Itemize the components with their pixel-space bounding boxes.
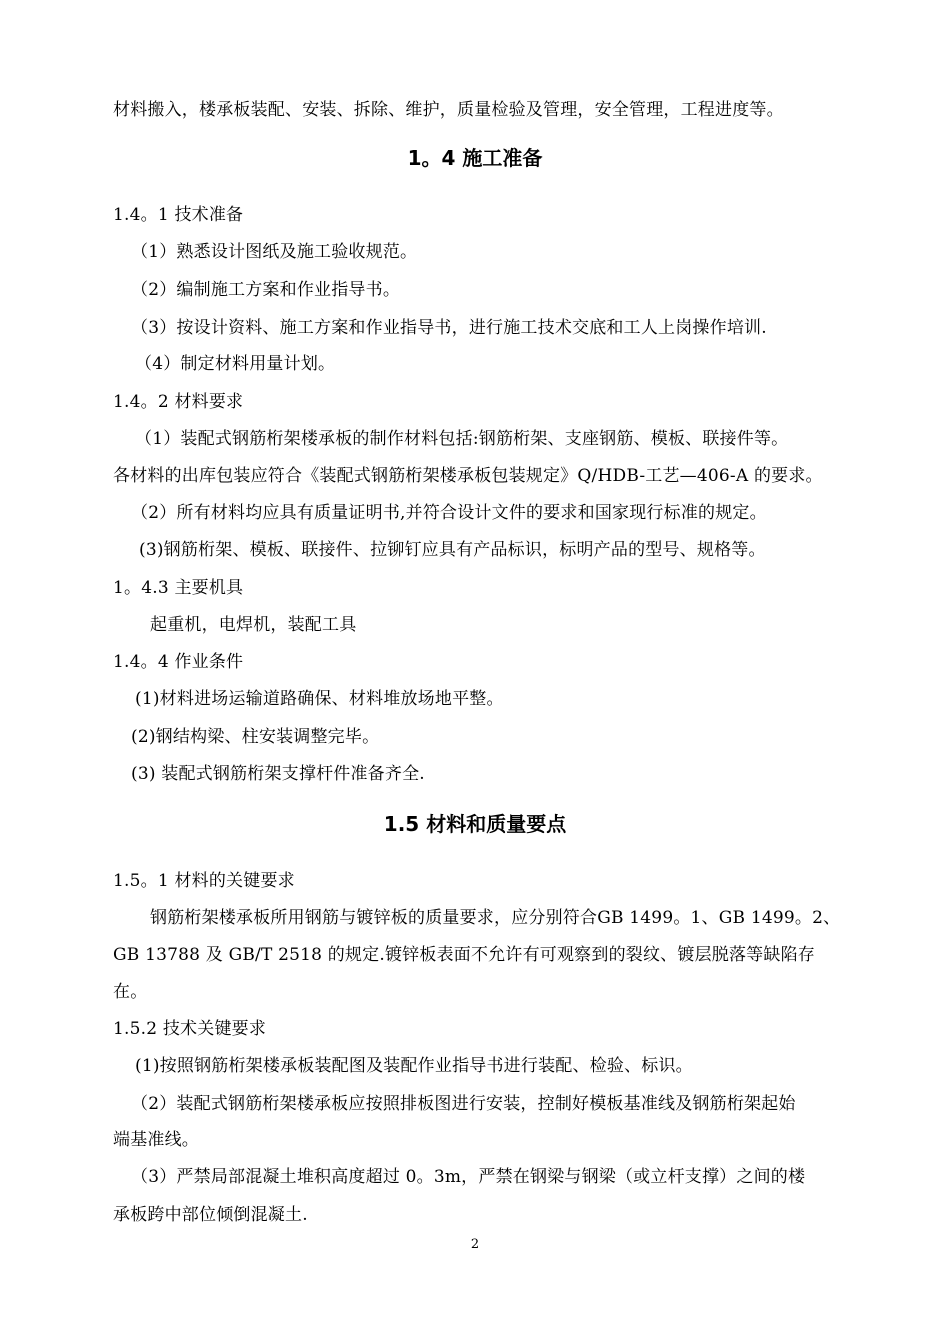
paragraph-line: (3)钢筋桁架、模板、联接件、拉铆钉应具有产品标识，标明产品的型号、规格等。 xyxy=(139,540,766,560)
intro-line: 材料搬入，楼承板装配、安装、拆除、维护，质量检验及管理，安全管理，工程进度等。 xyxy=(113,100,784,120)
page-number: 2 xyxy=(470,1237,480,1252)
paragraph-line: （2）装配式钢筋桁架楼承板应按照排板图进行安装，控制好模板基准线及钢筋桁架起始 xyxy=(131,1094,796,1114)
paragraph-line: (2)钢结构梁、柱安装调整完毕。 xyxy=(131,727,380,747)
paragraph-line: （3）严禁局部混凝土堆积高度超过 0。3m，严禁在钢梁与钢梁（或立杆支撑）之间的楼 xyxy=(131,1167,806,1187)
paragraph-line: 各材料的出库包装应符合《装配式钢筋桁架楼承板包装规定》Q/HDB-工艺—406-A 的要求。 xyxy=(113,466,823,486)
paragraph-line: 钢筋桁架楼承板所用钢筋与镀锌板的质量要求，应分别符合GB 1499。1、GB 1499。2、 xyxy=(150,908,841,928)
paragraph-line: (3) 装配式钢筋桁架支撑杆件准备齐全. xyxy=(131,764,425,784)
paragraph-line: GB 13788 及 GB/T 2518 的规定.镀锌板表面不允许有可观察到的裂纹、镀层脱落等缺陷存 xyxy=(113,945,815,965)
paragraph-line: （1）装配式钢筋桁架楼承板的制作材料包括:钢筋桁架、支座钢筋、模板、联接件等。 xyxy=(135,429,789,449)
subsection-title-1-4-4: 1.4。4 作业条件 xyxy=(113,652,244,672)
paragraph-line: (1)按照钢筋桁架楼承板装配图及装配作业指导书进行装配、检验、标识。 xyxy=(135,1056,693,1076)
paragraph-line: （2）所有材料均应具有质量证明书,并符合设计文件的要求和国家现行标准的规定。 xyxy=(131,503,767,523)
paragraph-line: （1）熟悉设计图纸及施工验收规范。 xyxy=(131,242,418,262)
paragraph-line: （2）编制施工方案和作业指导书。 xyxy=(131,280,401,300)
subsection-title-1-4-1: 1.4。1 技术准备 xyxy=(113,205,244,225)
subsection-title-1-5-2: 1.5.2 技术关键要求 xyxy=(113,1019,267,1039)
paragraph-line: （4）制定材料用量计划。 xyxy=(135,354,336,374)
paragraph-line: 端基准线。 xyxy=(113,1130,199,1150)
subsection-title-1-5-1: 1.5。1 材料的关键要求 xyxy=(113,871,295,891)
paragraph-line: 承板跨中部位倾倒混凝土. xyxy=(113,1205,308,1225)
section-heading-1-4: 1。4 施工准备 xyxy=(407,146,543,170)
paragraph-line: 在。 xyxy=(113,982,148,1002)
paragraph-line: 起重机，电焊机，装配工具 xyxy=(150,615,357,635)
subsection-title-1-4-3: 1。4.3 主要机具 xyxy=(113,578,244,598)
subsection-title-1-4-2: 1.4。2 材料要求 xyxy=(113,392,244,412)
paragraph-line: （3）按设计资料、施工方案和作业指导书，进行施工技术交底和工人上岗操作培训. xyxy=(131,318,767,338)
paragraph-line: (1)材料进场运输道路确保、材料堆放场地平整。 xyxy=(135,689,504,709)
section-heading-1-5: 1.5 材料和质量要点 xyxy=(383,812,567,836)
